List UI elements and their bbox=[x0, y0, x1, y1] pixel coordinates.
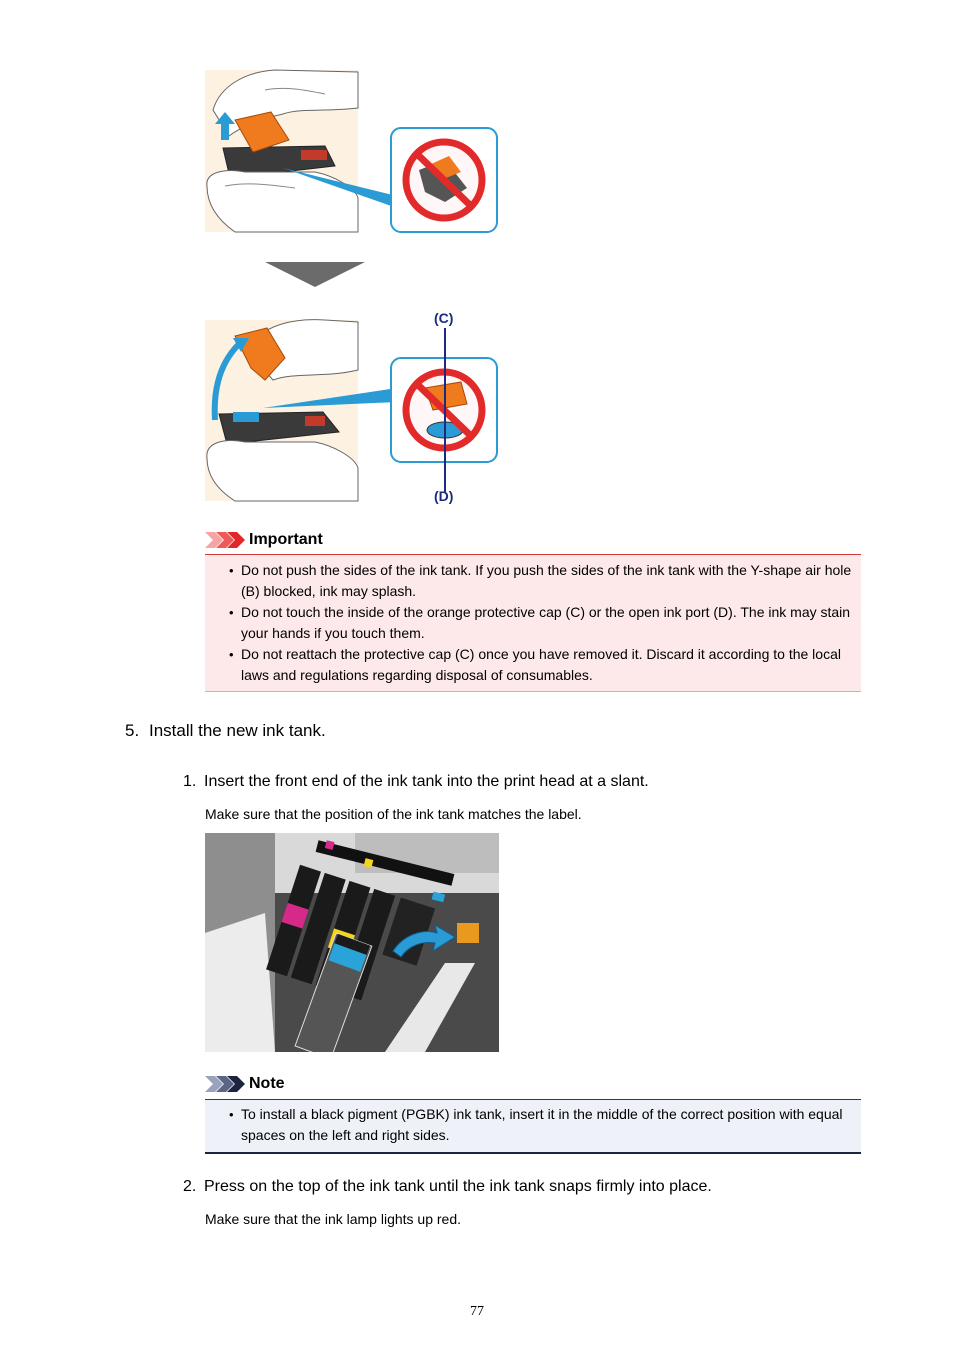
substep-text: Press on the top of the ink tank until the ink tank snaps firmly into place. bbox=[204, 1178, 712, 1195]
important-title: Important bbox=[249, 531, 323, 548]
down-arrow-icon bbox=[265, 262, 365, 288]
note-title: Note bbox=[249, 1075, 285, 1092]
step-5 bbox=[125, 721, 326, 741]
important-item: • Do not touch the inside of the orange protective cap (C) or the open ink port (D). The ink may stain your hands if you touch them. bbox=[205, 602, 861, 644]
substep-2-description: Make sure that the ink lamp lights up red. bbox=[205, 1211, 462, 1227]
substep-2 bbox=[183, 1178, 712, 1196]
ink-tank-insertion-photo bbox=[205, 833, 499, 1052]
page-number: 77 bbox=[470, 1304, 484, 1319]
important-box bbox=[205, 554, 861, 692]
note-heading bbox=[205, 1073, 285, 1095]
substep-number: 2. bbox=[183, 1178, 197, 1195]
important-list bbox=[205, 560, 861, 686]
important-item: • Do not push the sides of the ink tank. If you push the sides of the ink tank with the Y-shape air hole (B) blocked, ink may splash. bbox=[205, 560, 861, 602]
substep-1 bbox=[183, 773, 649, 791]
substep-number: 1. bbox=[183, 773, 197, 790]
cap-removal-illustration bbox=[205, 68, 500, 236]
do-not-touch-illustration bbox=[205, 308, 500, 508]
cap-label: (C) bbox=[434, 310, 454, 326]
note-box bbox=[205, 1099, 861, 1154]
important-heading bbox=[205, 529, 323, 551]
note-list bbox=[205, 1104, 861, 1146]
important-chevrons-icon bbox=[205, 532, 245, 548]
step-number: 5. bbox=[125, 721, 140, 740]
substep-text: Insert the front end of the ink tank into the print head at a slant. bbox=[204, 773, 649, 790]
port-label: (D) bbox=[434, 488, 454, 504]
step-text: Install the new ink tank. bbox=[149, 721, 326, 740]
note-item: • To install a black pigment (PGBK) ink tank, insert it in the middle of the correct position with equal spaces on the left and right sides. bbox=[205, 1104, 861, 1146]
substep-1-description: Make sure that the position of the ink tank matches the label. bbox=[205, 806, 582, 822]
important-item: • Do not reattach the protective cap (C) once you have removed it. Discard it according to the local laws and regulations regarding disposal of consumables. bbox=[205, 644, 861, 686]
note-chevrons-icon bbox=[205, 1076, 245, 1092]
